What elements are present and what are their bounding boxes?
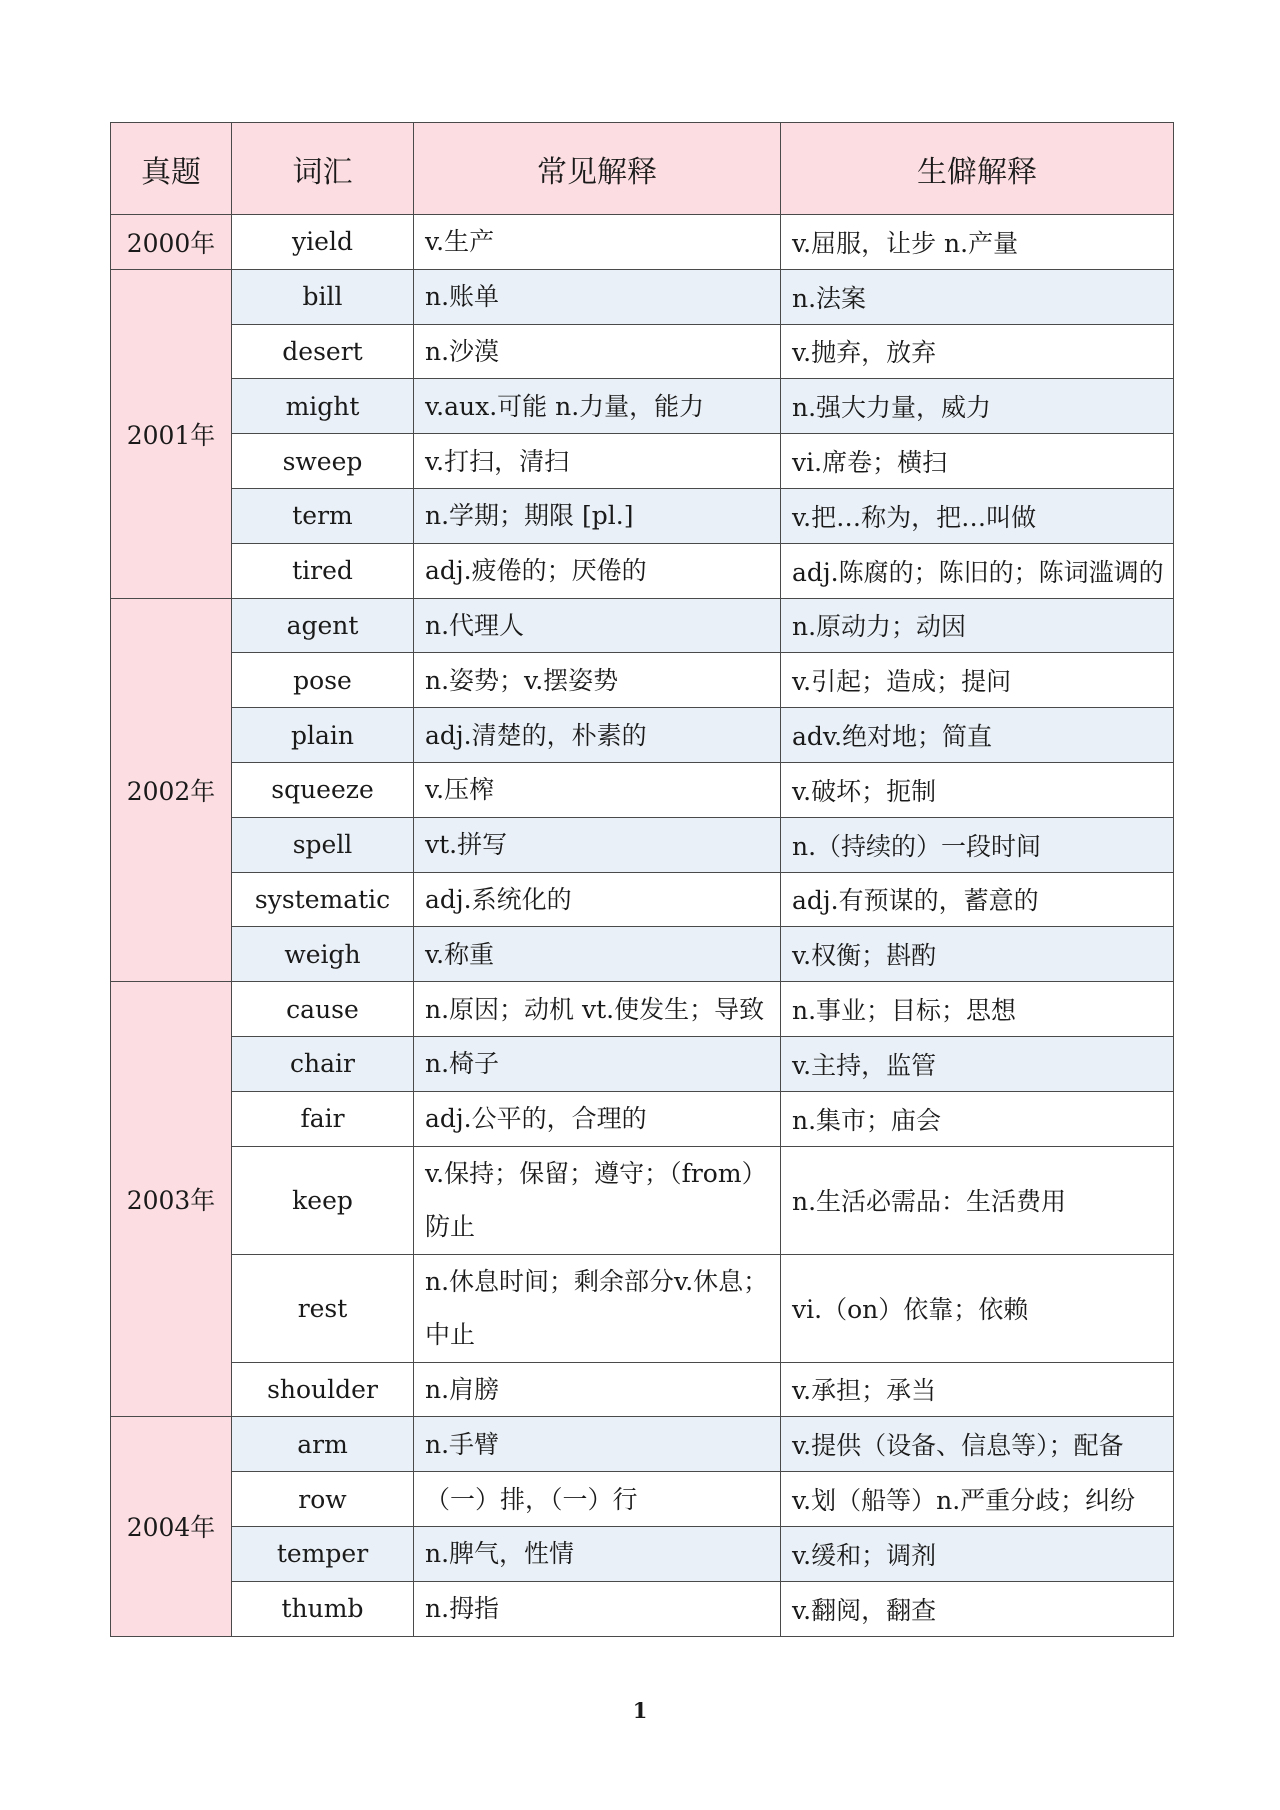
header-year: 真题 (111, 123, 232, 215)
table-row (111, 927, 1174, 982)
rare-meaning-cell: v.引起；造成；提问 (781, 653, 1174, 708)
year-cell: 2000年 (111, 215, 232, 270)
word-cell: keep (232, 1146, 414, 1254)
word-cell: term (232, 488, 414, 543)
rare-meaning-cell: n.法案 (781, 269, 1174, 324)
header-word: 词汇 (232, 123, 414, 215)
word-cell: temper (232, 1526, 414, 1581)
word-cell: thumb (232, 1581, 414, 1636)
word-cell: pose (232, 653, 414, 708)
common-meaning-cell: n.休息时间；剩余部分v.休息；中止 (414, 1254, 781, 1362)
rare-meaning-cell: v.屈服，让步 n.产量 (781, 215, 1174, 270)
rare-meaning-cell: v.破坏；扼制 (781, 762, 1174, 817)
header-common-meaning: 常见解释 (414, 123, 781, 215)
common-meaning-cell: n.学期；期限 [pl.] (414, 488, 781, 543)
word-cell: yield (232, 215, 414, 270)
rare-meaning-cell: n.原动力；动因 (781, 598, 1174, 653)
common-meaning-cell: n.手臂 (414, 1417, 781, 1472)
table-row (111, 817, 1174, 872)
table-row (111, 434, 1174, 489)
table-row (111, 762, 1174, 817)
table-row (111, 1036, 1174, 1091)
common-meaning-cell: v.称重 (414, 927, 781, 982)
table-row (111, 488, 1174, 543)
word-cell: squeeze (232, 762, 414, 817)
year-cell: 2003年 (111, 982, 232, 1417)
common-meaning-cell: n.沙漠 (414, 324, 781, 379)
common-meaning-cell: v.aux.可能 n.力量，能力 (414, 379, 781, 434)
common-meaning-cell: n.原因；动机 vt.使发生；导致 (414, 982, 781, 1037)
word-cell: might (232, 379, 414, 434)
common-meaning-cell: n.脾气，性情 (414, 1526, 781, 1581)
table-row (111, 1581, 1174, 1636)
common-meaning-cell: n.姿势；v.摆姿势 (414, 653, 781, 708)
common-meaning-cell: adj.疲倦的；厌倦的 (414, 543, 781, 598)
word-cell: sweep (232, 434, 414, 489)
table-row (111, 543, 1174, 598)
table-row (111, 269, 1174, 324)
rare-meaning-cell: v.把…称为，把…叫做 (781, 488, 1174, 543)
rare-meaning-cell: adj.陈腐的；陈旧的；陈词滥调的 (781, 543, 1174, 598)
vocabulary-table (110, 122, 1174, 1637)
common-meaning-cell: n.代理人 (414, 598, 781, 653)
common-meaning-cell: adj.系统化的 (414, 872, 781, 927)
word-cell: cause (232, 982, 414, 1037)
word-cell: shoulder (232, 1362, 414, 1417)
common-meaning-cell: adj.公平的，合理的 (414, 1091, 781, 1146)
common-meaning-cell: v.生产 (414, 215, 781, 270)
word-cell: fair (232, 1091, 414, 1146)
rare-meaning-cell: n.事业；目标；思想 (781, 982, 1174, 1037)
common-meaning-cell: n.账单 (414, 269, 781, 324)
word-cell: plain (232, 708, 414, 763)
rare-meaning-cell: adv.绝对地；简直 (781, 708, 1174, 763)
word-cell: systematic (232, 872, 414, 927)
header-row (111, 123, 1174, 215)
rare-meaning-cell: v.抛弃，放弃 (781, 324, 1174, 379)
word-cell: row (232, 1472, 414, 1527)
table-row (111, 1091, 1174, 1146)
table-row (111, 708, 1174, 763)
rare-meaning-cell: v.缓和；调剂 (781, 1526, 1174, 1581)
common-meaning-cell: n.肩膀 (414, 1362, 781, 1417)
rare-meaning-cell: n.（持续的）一段时间 (781, 817, 1174, 872)
table-row (111, 1472, 1174, 1527)
word-cell: tired (232, 543, 414, 598)
common-meaning-cell: v.保持；保留；遵守；（from）防止 (414, 1146, 781, 1254)
header-rare-meaning: 生僻解释 (781, 123, 1174, 215)
rare-meaning-cell: v.承担；承当 (781, 1362, 1174, 1417)
rare-meaning-cell: n.集市；庙会 (781, 1091, 1174, 1146)
table-row (111, 982, 1174, 1037)
table-row (111, 1362, 1174, 1417)
table-row (111, 324, 1174, 379)
common-meaning-cell: （一）排，（一）行 (414, 1472, 781, 1527)
rare-meaning-cell: vi.席卷；横扫 (781, 434, 1174, 489)
common-meaning-cell: v.打扫，清扫 (414, 434, 781, 489)
common-meaning-cell: adj.清楚的，朴素的 (414, 708, 781, 763)
table-row (111, 1146, 1174, 1254)
table-row (111, 653, 1174, 708)
common-meaning-cell: v.压榨 (414, 762, 781, 817)
year-cell: 2004年 (111, 1417, 232, 1636)
common-meaning-cell: n.椅子 (414, 1036, 781, 1091)
common-meaning-cell: vt.拼写 (414, 817, 781, 872)
word-cell: chair (232, 1036, 414, 1091)
rare-meaning-cell: v.权衡；斟酌 (781, 927, 1174, 982)
table-row (111, 215, 1174, 270)
word-cell: spell (232, 817, 414, 872)
word-cell: agent (232, 598, 414, 653)
table-row (111, 1417, 1174, 1472)
rare-meaning-cell: v.划（船等）n.严重分歧；纠纷 (781, 1472, 1174, 1527)
rare-meaning-cell: n.生活必需品：生活费用 (781, 1146, 1174, 1254)
common-meaning-cell: n.拇指 (414, 1581, 781, 1636)
table-row (111, 872, 1174, 927)
rare-meaning-cell: n.强大力量，威力 (781, 379, 1174, 434)
page-number: 1 (632, 1698, 648, 1723)
word-cell: bill (232, 269, 414, 324)
rare-meaning-cell: v.提供（设备、信息等）；配备 (781, 1417, 1174, 1472)
rare-meaning-cell: vi.（on）依靠；依赖 (781, 1254, 1174, 1362)
word-cell: arm (232, 1417, 414, 1472)
word-cell: weigh (232, 927, 414, 982)
word-cell: rest (232, 1254, 414, 1362)
table-row (111, 1254, 1174, 1362)
word-cell: desert (232, 324, 414, 379)
table-row (111, 598, 1174, 653)
rare-meaning-cell: v.翻阅，翻查 (781, 1581, 1174, 1636)
year-cell: 2002年 (111, 598, 232, 982)
rare-meaning-cell: adj.有预谋的，蓄意的 (781, 872, 1174, 927)
rare-meaning-cell: v.主持，监管 (781, 1036, 1174, 1091)
year-cell: 2001年 (111, 269, 232, 598)
table-row (111, 379, 1174, 434)
table-row (111, 1526, 1174, 1581)
